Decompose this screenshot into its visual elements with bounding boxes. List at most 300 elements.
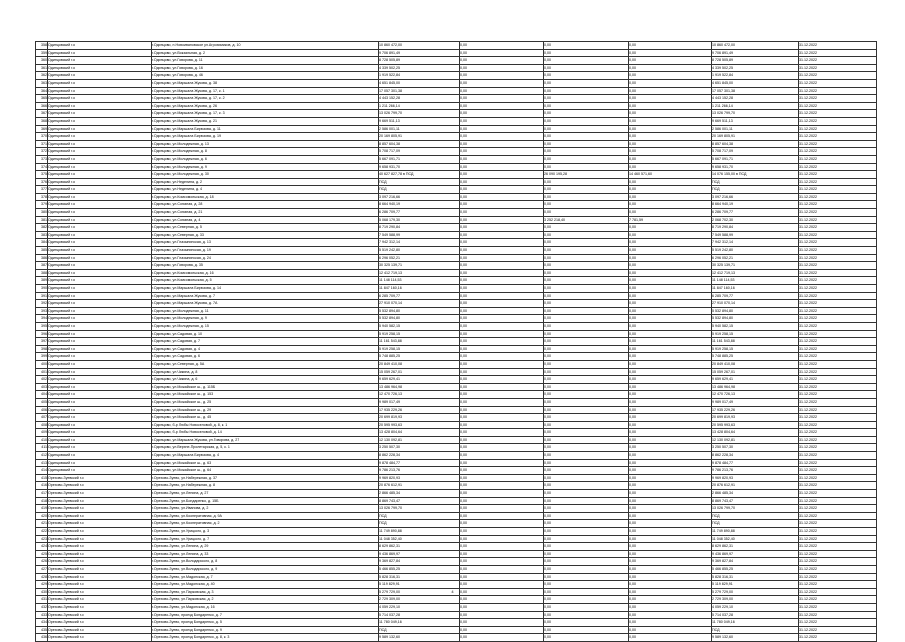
value-4-cell: 0,00 [629, 285, 712, 293]
value-4-cell: 0,00 [629, 490, 712, 498]
date-cell: 31.12.2022 [799, 391, 877, 399]
date-cell: 31.12.2022 [799, 611, 877, 619]
row-number: 374 [36, 163, 48, 171]
value-2-cell: 0,00 [460, 125, 544, 133]
district-cell: Одинцовский г.о [48, 360, 152, 368]
value-4-cell: 0,00 [629, 429, 712, 437]
district-cell: Одинцовский г.о [48, 345, 152, 353]
value-3-cell: 0,00 [544, 292, 629, 300]
address-cell: г.Одинцово, б-р Любы Новоселовой, д. 8, к. 1 [152, 421, 379, 429]
table-row [36, 482, 877, 490]
date-cell: 31.12.2022 [799, 231, 877, 239]
total-cost-cell: 4 651 845,00 [379, 79, 460, 87]
row-number: 373 [36, 155, 48, 163]
address-cell: г.Орехово-Зуево, проезд Бондаренко, д. 8, к. 3 [152, 634, 379, 642]
row-number: 393 [36, 307, 48, 315]
value-4-cell: 0,00 [629, 535, 712, 543]
value-3-cell: 0,00 [544, 482, 629, 490]
date-cell: 31.12.2022 [799, 596, 877, 604]
row-number: 391 [36, 292, 48, 300]
address-cell: г.Одинцово, ул.Чикина, д. 8 [152, 368, 379, 376]
remaining-cost-cell: 9 786 213,76 [712, 467, 799, 475]
remaining-cost-cell: 9 658 931,70 [712, 163, 799, 171]
value-2-cell: 0,00 [460, 429, 544, 437]
table-row [36, 178, 877, 186]
remaining-cost-cell: 20 169 805,91 [712, 133, 799, 141]
table-row [36, 543, 877, 551]
table-row [36, 558, 877, 566]
date-cell: 31.12.2022 [799, 300, 877, 308]
table-row [36, 611, 877, 619]
address-cell: г.Одинцово, ул.Садовая, д. 10 [152, 330, 379, 338]
total-cost-cell: 9 878 484,77 [379, 459, 460, 467]
address-cell: г.Одинцово, ул.Маршала Жукова, д. 17, к. 3 [152, 110, 379, 118]
remaining-cost-cell: 14 076 155,00 в ПСД [712, 171, 799, 179]
address-cell: г.Одинцово, ул.Северная, д. 33 [152, 231, 379, 239]
remaining-cost-cell: 4 443 152,28 [712, 95, 799, 103]
table-row [36, 79, 877, 87]
remaining-cost-cell: 12 412 719,13 [712, 269, 799, 277]
value-2-cell: 0,00 [460, 505, 544, 513]
row-number: 372 [36, 148, 48, 156]
value-4-cell: 0,00 [629, 330, 712, 338]
value-4-cell: 0,00 [629, 193, 712, 201]
value-2-cell: 0,00 [460, 558, 544, 566]
remaining-cost-cell: 8 869 743,47 [712, 497, 799, 505]
table-row [36, 163, 877, 171]
district-cell: Одинцовский г.о [48, 117, 152, 125]
district-cell: Одинцовский г.о [48, 285, 152, 293]
row-number: 419 [36, 505, 48, 513]
table-row [36, 444, 877, 452]
value-3-cell: 0,00 [544, 528, 629, 536]
total-cost-cell: 2 586 001,11 [379, 125, 460, 133]
address-cell: г.Одинцово, ул.Маршала Бирюзова, д. 11 [152, 125, 379, 133]
row-number: 397 [36, 338, 48, 346]
table-row [36, 269, 877, 277]
table-row [36, 565, 877, 573]
row-number: 376 [36, 178, 48, 186]
value-4-cell: 0,00 [629, 277, 712, 285]
total-cost-cell: ПСД [379, 512, 460, 520]
district-cell: Одинцовский г.о [48, 87, 152, 95]
row-number: 423 [36, 535, 48, 543]
date-cell: 31.12.2022 [799, 49, 877, 57]
value-3-cell: 0,00 [544, 277, 629, 285]
remaining-cost-cell: 17 057 301,38 [712, 87, 799, 95]
row-number: 421 [36, 520, 48, 528]
district-cell: Одинцовский г.о [48, 148, 152, 156]
date-cell: 31.12.2022 [799, 79, 877, 87]
address-cell: г.Орехово-Зуево, ул.Кооперативная, д. 9А [152, 512, 379, 520]
value-3-cell: 0,00 [544, 619, 629, 627]
district-cell: Орехово-Зуевский г.о [48, 573, 152, 581]
value-3-cell: 0,00 [544, 193, 629, 201]
value-3-cell: 0,00 [544, 57, 629, 65]
total-cost-cell: 5 532 894,80 [379, 315, 460, 323]
district-cell: Одинцовский г.о [48, 72, 152, 80]
date-cell: 31.12.2022 [799, 474, 877, 482]
value-2-cell: 0,00 [460, 254, 544, 262]
address-cell: г.Одинцово, ул.Маршала Бирюзова, д. 19 [152, 133, 379, 141]
remaining-cost-cell: 6 296 052,21 [712, 254, 799, 262]
date-cell: 31.12.2022 [799, 421, 877, 429]
district-cell: Орехово-Зуевский г.о [48, 603, 152, 611]
address-cell: г.Одинцово, ул.Можайское ш., д. 45 [152, 414, 379, 422]
district-cell: Одинцовский г.о [48, 307, 152, 315]
value-2-cell: 0,00 [460, 322, 544, 330]
value-2-cell: 0,00 [460, 596, 544, 604]
district-cell: Одинцовский г.о [48, 429, 152, 437]
value-2-cell: 0,00 [460, 231, 544, 239]
date-cell: 31.12.2022 [799, 201, 877, 209]
remaining-cost-cell: 13 026 799,70 [712, 505, 799, 513]
total-cost-cell: 20 595 993,63 [379, 421, 460, 429]
value-4-cell: 0,00 [629, 254, 712, 262]
value-2-cell: 0,00 [460, 300, 544, 308]
value-2-cell: 0,00 [460, 186, 544, 194]
district-cell: Орехово-Зуевский г.о [48, 550, 152, 558]
value-4-cell: 0,00 [629, 543, 712, 551]
district-cell: Орехово-Зуевский г.о [48, 497, 152, 505]
address-cell: г.Орехово-Зуево, ул.Урицкого, д. 7 [152, 535, 379, 543]
row-number: 362 [36, 72, 48, 80]
address-cell: г.Орехово-Зуево, ул.Бондаренко, д. 15Б [152, 497, 379, 505]
district-cell: Одинцовский г.о [48, 269, 152, 277]
address-cell: г.Одинцово, ул.Маршала Жукова, д. 7 [152, 292, 379, 300]
district-cell: Одинцовский г.о [48, 254, 152, 262]
address-cell: г.Одинцово, ул.Маршала Жукова, д. 26 [152, 102, 379, 110]
table-row [36, 239, 877, 247]
value-3-cell: 0,00 [544, 315, 629, 323]
value-2-cell: 0,00 [460, 148, 544, 156]
date-cell: 31.12.2022 [799, 573, 877, 581]
value-4-cell: 0,00 [629, 186, 712, 194]
value-4-cell: 0,00 [629, 360, 712, 368]
district-cell: Орехово-Зуевский г.о [48, 558, 152, 566]
remaining-cost-cell: 9 369 827,84 [712, 558, 799, 566]
table-row [36, 224, 877, 232]
address-cell: г.Одинцово, ул.Маршала Бирюзова, д. 14 [152, 285, 379, 293]
value-3-cell: 0,00 [544, 565, 629, 573]
district-cell: Одинцовский г.о [48, 391, 152, 399]
total-cost-cell: 11 048 352,40 [379, 535, 460, 543]
row-number: 405 [36, 398, 48, 406]
table-row [36, 345, 877, 353]
remaining-cost-cell: 9 589 132,60 [712, 634, 799, 642]
value-2-cell: 0,00 [460, 64, 544, 72]
value-3-cell: 0,00 [544, 512, 629, 520]
value-4-cell: 0,00 [629, 209, 712, 217]
date-cell: 31.12.2022 [799, 64, 877, 72]
table-row [36, 300, 877, 308]
remaining-cost-cell: 12 130 092,81 [712, 436, 799, 444]
total-cost-cell: 6 296 052,21 [379, 254, 460, 262]
total-cost-cell: 4 059 229,10 [379, 603, 460, 611]
table-row [36, 95, 877, 103]
total-cost-cell: 5 119 829,91 [379, 581, 460, 589]
table-row [36, 201, 877, 209]
remaining-cost-cell: 20 849 410,08 [712, 360, 799, 368]
district-cell: Орехово-Зуевский г.о [48, 528, 152, 536]
row-number: 398 [36, 345, 48, 353]
address-cell: г.Одинцово, ул.Можайское ш., д. 25 [152, 398, 379, 406]
value-4-cell: 0,00 [629, 611, 712, 619]
value-4-cell: 0,00 [629, 596, 712, 604]
remaining-cost-cell: 4 339 502,25 [712, 64, 799, 72]
address-cell: г.Одинцово, ул.Можайское ш., д. 64 [152, 467, 379, 475]
row-number: 427 [36, 565, 48, 573]
total-cost-cell: 11 847 160,16 [379, 285, 460, 293]
table-row [36, 505, 877, 513]
value-2-cell: 0,00 [460, 262, 544, 270]
table-row [36, 42, 877, 50]
total-cost-cell: ПСД [379, 626, 460, 634]
address-cell: г.Орехово-Зуево, ул.Володарского, д. 9 [152, 565, 379, 573]
value-4-cell: 0,00 [629, 353, 712, 361]
value-2-cell: 0,00 [460, 117, 544, 125]
remaining-cost-cell: 5 466 855,25 [712, 565, 799, 573]
address-cell: г.Орехово-Зуево, ул.Ленина, д. 33 [152, 550, 379, 558]
value-4-cell: 0,00 [629, 482, 712, 490]
remaining-cost-cell: 11 749 890,88 [712, 528, 799, 536]
address-cell: г.Одинцово, ул.Неделина, д. 2 [152, 178, 379, 186]
total-cost-cell: 7 549 588,99 [379, 231, 460, 239]
total-cost-cell: 2 729 309,00 [379, 596, 460, 604]
value-3-cell: 0,00 [544, 117, 629, 125]
value-4-cell: 0,00 [629, 474, 712, 482]
row-number: 371 [36, 140, 48, 148]
row-number: 424 [36, 543, 48, 551]
value-4-cell: 0,00 [629, 619, 712, 627]
value-4-cell: 0,00 [629, 163, 712, 171]
district-cell: Одинцовский г.о [48, 239, 152, 247]
value-4-cell: 0,00 [629, 467, 712, 475]
district-cell: Одинцовский г.о [48, 231, 152, 239]
table-row [36, 535, 877, 543]
table-row [36, 459, 877, 467]
value-2-cell: 0,00 [460, 171, 544, 179]
value-2-cell: 0,00 [460, 634, 544, 642]
value-3-cell: 0,00 [544, 201, 629, 209]
total-cost-cell: 8 664 940,19 [379, 201, 460, 209]
remaining-cost-cell: 20 699 819,93 [712, 414, 799, 422]
table-row [36, 528, 877, 536]
row-number: 428 [36, 573, 48, 581]
table-row [36, 140, 877, 148]
value-2-cell: 0,00 [460, 398, 544, 406]
value-4-cell: 0,00 [629, 383, 712, 391]
value-4-cell: 0,00 [629, 315, 712, 323]
value-3-cell: 0,00 [544, 133, 629, 141]
date-cell: 31.12.2022 [799, 490, 877, 498]
value-3-cell: 0,00 [544, 102, 629, 110]
district-cell: Одинцовский г.о [48, 421, 152, 429]
remaining-cost-cell: 13 026 799,70 [712, 110, 799, 118]
remaining-cost-cell: 5 532 894,80 [712, 307, 799, 315]
table-row [36, 330, 877, 338]
value-3-cell: 0,00 [544, 285, 629, 293]
district-cell: Орехово-Зуевский г.о [48, 535, 152, 543]
value-3-cell: 0,00 [544, 322, 629, 330]
address-cell: г.Одинцово, ул.Можайское ш., д. 29 [152, 406, 379, 414]
district-cell: Одинцовский г.о [48, 338, 152, 346]
date-cell: 31.12.2022 [799, 269, 877, 277]
address-cell: г.Одинцово, ул.Союзная, д. 4 [152, 216, 379, 224]
address-cell: г.Одинцово, ул.Садовая, д. 7 [152, 338, 379, 346]
value-2-cell: 0,00 [460, 376, 544, 384]
remaining-cost-cell: 5 708 717,09 [712, 148, 799, 156]
value-3-cell: 0,00 [544, 436, 629, 444]
total-cost-cell: 8 728 505,89 [379, 57, 460, 65]
value-4-cell: 0,00 [629, 64, 712, 72]
address-cell: г.Одинцово, ул.Неделина, д. 4 [152, 186, 379, 194]
table-row [36, 307, 877, 315]
district-cell: Одинцовский г.о [48, 64, 152, 72]
value-2-cell: 0,00 [460, 216, 544, 224]
date-cell: 31.12.2022 [799, 376, 877, 384]
row-number: 422 [36, 528, 48, 536]
remaining-cost-cell: 10 860 472,00 [712, 42, 799, 50]
value-3-cell: 0,00 [544, 231, 629, 239]
district-cell: Одинцовский г.о [48, 406, 152, 414]
total-cost-cell: ПСД [379, 520, 460, 528]
value-4-cell: 0,00 [629, 581, 712, 589]
row-number: 369 [36, 125, 48, 133]
value-4-cell: 0,00 [629, 376, 712, 384]
address-cell: г.Орехово-Зуево, ул.Урицкого, д. 3 [152, 528, 379, 536]
table-row [36, 368, 877, 376]
total-cost-cell: 5 708 717,09 [379, 148, 460, 156]
value-3-cell: 0,00 [544, 444, 629, 452]
district-cell: Одинцовский г.о [48, 42, 152, 50]
value-3-cell: 0,00 [544, 79, 629, 87]
total-cost-cell: 13 486 964,98 [379, 383, 460, 391]
address-cell: г.Орехово-Зуево, ул.Иванова, д. 2 [152, 505, 379, 513]
district-cell: Одинцовский г.о [48, 209, 152, 217]
date-cell: 31.12.2022 [799, 254, 877, 262]
value-2-cell: 0,00 [460, 436, 544, 444]
value-3-cell: 0,00 [544, 543, 629, 551]
value-2-cell: 0,00 [460, 459, 544, 467]
value-2-cell: 0,00 [460, 163, 544, 171]
row-number: 370 [36, 133, 48, 141]
total-cost-cell: 5 068 179,30 [379, 216, 460, 224]
value-3-cell: 0,00 [544, 429, 629, 437]
address-cell: г.Одинцово, ул.Северная, д. 5 [152, 224, 379, 232]
date-cell: 31.12.2022 [799, 315, 877, 323]
row-number: 409 [36, 429, 48, 437]
date-cell: 31.12.2022 [799, 322, 877, 330]
value-3-cell: 3 252 218,40 [544, 216, 629, 224]
table-row [36, 49, 877, 57]
total-cost-cell: 5 940 582,15 [379, 322, 460, 330]
remaining-cost-cell: 11 148 114,53 [712, 277, 799, 285]
value-4-cell: 0,00 [629, 262, 712, 270]
value-4-cell: 0,00 [629, 239, 712, 247]
value-2-cell: 0,00 [460, 360, 544, 368]
remaining-cost-cell: ПСД [712, 626, 799, 634]
total-cost-cell: 11 749 890,88 [379, 528, 460, 536]
value-3-cell: 0,00 [544, 398, 629, 406]
value-2-cell: 0,00 [460, 292, 544, 300]
district-cell: Одинцовский г.о [48, 224, 152, 232]
value-2-cell: 0,00 [460, 497, 544, 505]
table-row [36, 467, 877, 475]
date-cell: 31.12.2022 [799, 193, 877, 201]
row-number: 426 [36, 558, 48, 566]
value-2-cell: 0,00 [460, 490, 544, 498]
value-2-cell: 0,00 [460, 528, 544, 536]
value-3-cell: 0,00 [544, 376, 629, 384]
address-cell: г.Одинцово, ул.Глазынинская, д. 13 [152, 239, 379, 247]
date-cell: 31.12.2022 [799, 626, 877, 634]
value-4-cell: 0,00 [629, 178, 712, 186]
date-cell: 31.12.2022 [799, 209, 877, 217]
value-2-cell: 0,00 [460, 603, 544, 611]
value-2-cell: 0,00 [460, 102, 544, 110]
remaining-cost-cell: ПСД [712, 512, 799, 520]
district-cell: Одинцовский г.о [48, 247, 152, 255]
total-cost-cell: 13 026 799,70 [379, 110, 460, 118]
date-cell: 31.12.2022 [799, 178, 877, 186]
district-cell: Одинцовский г.о [48, 322, 152, 330]
table-row [36, 57, 877, 65]
remaining-cost-cell: 1 211 266,14 [712, 102, 799, 110]
date-cell: 31.12.2022 [799, 512, 877, 520]
address-cell: г.Одинцово, ул.Можайское ш., д. 153 [152, 391, 379, 399]
date-cell: 31.12.2022 [799, 550, 877, 558]
value-2-cell: 0,00 [460, 474, 544, 482]
address-cell: г.Орехово-Зуево, ул.Набережная, д. 37 [152, 474, 379, 482]
value-3-cell: 0,00 [544, 64, 629, 72]
total-cost-cell: 4 443 152,28 [379, 95, 460, 103]
address-cell: г.Орехово-Зуево, проезд Бондаренко, д. 7 [152, 611, 379, 619]
table-row [36, 247, 877, 255]
total-cost-cell: 5 519 242,80 [379, 247, 460, 255]
remaining-cost-cell: 12 470 726,13 [712, 391, 799, 399]
row-number: 358 [36, 42, 48, 50]
table-row [36, 497, 877, 505]
table-row [36, 353, 877, 361]
table-row [36, 285, 877, 293]
remaining-cost-cell: 5 714 037,28 [712, 611, 799, 619]
district-cell: Одинцовский г.о [48, 57, 152, 65]
value-3-cell: 0,00 [544, 269, 629, 277]
total-cost-cell: 12 470 726,13 [379, 391, 460, 399]
date-cell: 31.12.2022 [799, 360, 877, 368]
total-cost-cell: 9 369 827,84 [379, 558, 460, 566]
value-4-cell: 7 781,59 [629, 216, 712, 224]
total-cost-cell: 3 097 216,66 [379, 193, 460, 201]
date-cell: 31.12.2022 [799, 520, 877, 528]
row-number: 360 [36, 57, 48, 65]
table-row [36, 133, 877, 141]
value-4-cell: 0,00 [629, 626, 712, 634]
value-3-cell: 0,00 [544, 391, 629, 399]
address-cell: г.Орехово-Зуево, проезд Бондаренко, д. 9 [152, 626, 379, 634]
remaining-cost-cell: 13 486 964,98 [712, 383, 799, 391]
value-4-cell: 0,00 [629, 459, 712, 467]
date-cell: 31.12.2022 [799, 171, 877, 179]
table-row [36, 110, 877, 118]
total-cost-cell: 8 862 228,34 [379, 452, 460, 460]
value-3-cell: 0,00 [544, 353, 629, 361]
district-cell: Орехово-Зуевский г.о [48, 619, 152, 627]
date-cell: 31.12.2022 [799, 102, 877, 110]
value-2-cell: 0,00 [460, 224, 544, 232]
value-4-cell: 0,00 [629, 148, 712, 156]
